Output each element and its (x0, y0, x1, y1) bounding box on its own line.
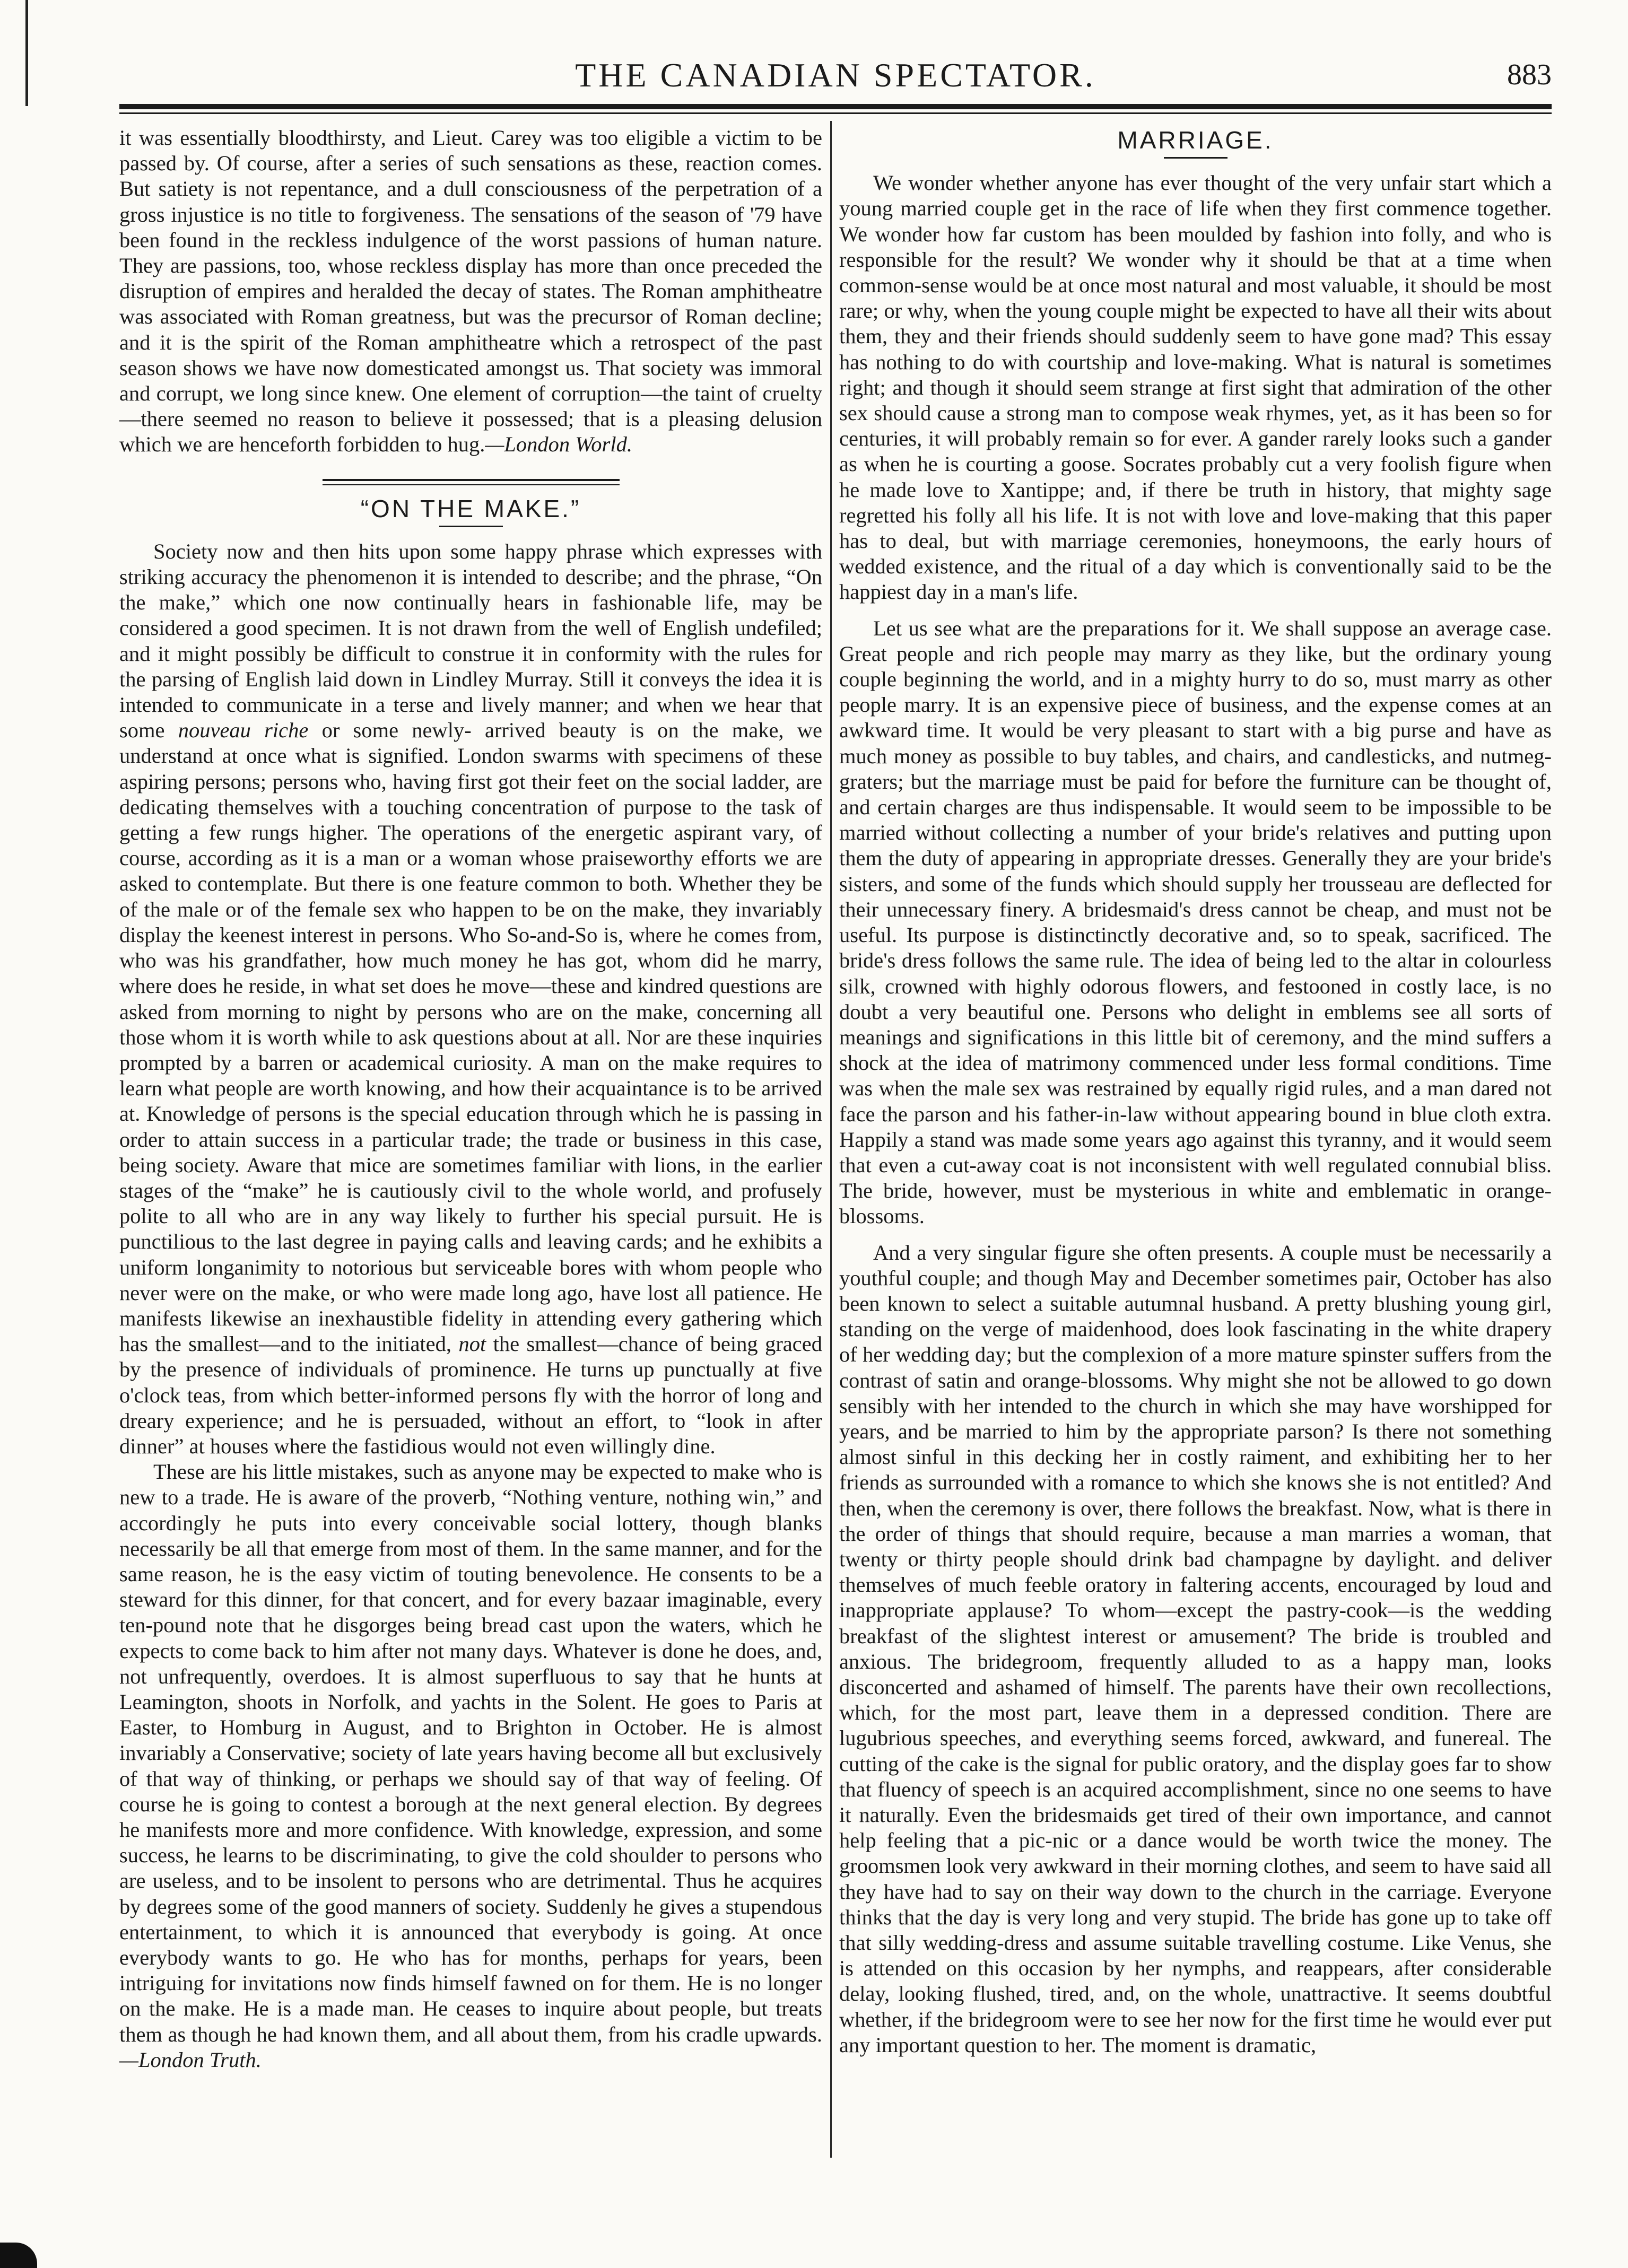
on-the-make-paragraph-1 (119, 539, 822, 1459)
title-underline (1164, 157, 1227, 159)
p1-italic-not: not (458, 1332, 486, 1356)
page-header (119, 50, 1552, 109)
right-column (839, 125, 1552, 2058)
p1-text-a: Society now and then hits upon some happy phrase which expresses with striking accuracy the phenomenon it is intended to describe; and the phrase, “On the make,” which one now continually hears in fashionable life, may be considered a good specimen. It is not drawn from the well of English undefiled; and it might possibly be difficult to construe it in conformity with the rules for the parsing of English laid down in Lindley Murray. Still it conveys the idea it is intended to communicate in a terse and lively manner; and when we hear that some (119, 539, 822, 743)
header-rule-thin (119, 112, 1552, 114)
masthead: THE CANADIAN SPECTATOR. (575, 56, 1096, 94)
article-title-on-the-make: “ON THE MAKE.” (360, 494, 581, 522)
p1-text-c: the smallest—chance of being graced by the presence of individuals of prominence. He turns up punctually at five o'clock teas, from which better-informed persons fly with the horror of long and dreary experience; and he is persuaded, without an effort, to “look in after dinner” at houses where the fastidious would not even willingly dine. (119, 1332, 822, 1458)
p2-text: These are his little mistakes, such as anyone may be expected to make who is new to a trade. He is aware of the proverb, “Nothing venture, nothing win,” and accordingly he puts into every conceivable social lottery, though blanks necessarily be all that emerge from most of them. In the same manner, and for the same reason, he is the easy victim of touting benevolence. He consents to be a steward for this dinner, for that concert, and for every bazaar imaginable, every ten-pound note that he disgorges being bread cast upon the waters, which he expects to come back to him after not many days. Whatever is done he does, and, not unfrequently, overdoes. It is almost superfluous to say that he hunts at Leamington, shoots in Norfolk, and yachts in the Solent. He goes to Paris at Easter, to Homburg in August, and to Brighton in October. He is almost invariably a Conservative; society of late years having become all but exclusively of that way of thinking, or perhaps we should say of that way of feeling. Of course he is going to contest a borough at the next general election. By degrees he manifests more and more confidence. With knowledge, expression, and some success, he learns to be discriminating, to give the cold shoulder to persons who are useless, and to be insolent to persons who are detrimental. Thus he acquires by degrees some of the good manners of society. Suddenly he gives a stupendous entertainment, to which it is announced that everybody is going. At once everybody wants to go. He who has for months, perhaps for years, been intriguing for invitations now finds himself fawned on for them. He is no longer on the make. He is a made man. He ceases to inquire about people, but treats them as though he had known them, and all about them, from his cradle upwards. (119, 1460, 822, 2046)
marriage-paragraph-3: And a very singular figure she often presents. A couple must be necessarily a youthful couple; and though May and December sometimes pair, October has also been known to select a suitable autumnal husband. A pretty blushing young girl, standing on the verge of maidenhood, does look fascinating in the white drapery of her wedding day; but the complexion of a more mature spinster suffers from the contrast of satin and orange-blossoms. Why might she not be allowed to go down sensibly with her intended to the church in which she may have worshipped for years, and be married to him by the appropriate parson? Is there not something almost sinful in this decking her in costly raiment, and exhibiting her to her friends as surrounded with a romance to which she knows she is not entitled? And then, when the ceremony is over, there follows the breakfast. Now, what is there in the order of things that should require, because a man marries a woman, that twenty or thirty people should drink bad champagne by daylight. and deliver themselves of much feeble oratory in faltering accents, encouraged by loud and inappropriate applause? To whom—except the pastry-cook—is the wedding breakfast of the slightest interest or amusement? The bride is troubled and anxious. The bridegroom, frequently alluded to as a happy man, looks disconcerted and ashamed of himself. The parents have their own recollections, which, for the most part, leave them in a depressed condition. There are lugubrious speeches, and everything seems forced, awkward, and funereal. The cutting of the cake is the signal for public oratory, and the display goes far to show that fluency of speech is an acquired accomplishment, since no one seems to have it naturally. Even the bridesmaids get tired of their own importance, and cannot help feeling that a pic-nic or a dance would be worth twice the money. The groomsmen look very awkward in their morning clothes, and seem to have said all they have had to say on their way down to the church in the carriage. Everyone thinks that the day is very long and very stupid. The bride has gone up to take off that silly wedding-dress and assume suitable travelling costume. Like Venus, she is attended on this occasion by her nymphs, and reappears, after considerable delay, looking flushed, tired, and, on the whole, unattractive. It seems doubtful whether, if the bridegroom were to see her now for the first time he would ever put any important question to her. The moment is dramatic, (839, 1240, 1552, 2057)
title-underline (439, 526, 503, 527)
p1-italic-nouveau-riche: nouveau riche (178, 718, 309, 743)
continued-text: it was essentially bloodthirsty, and Lieut. Carey was too eligible a victim to be passed by. Of course, after a series of such sensations as these, reaction comes. But satiety is not repentance, and a dull consciousness of the perpetration of a gross injustice is no title to forgiveness. The sensations of the season of '79 have been found in the reckless indulgence of the worst passions of human nature. They are passions, too, whose reckless display has more than once preceded the disruption of empires and heralded the decay of states. The Roman amphitheatre was associated with Roman greatness, but was the precursor of Roman decline; and it is the spirit of the Roman amphitheatre which a retrospect of the past season shows we have now domesticated amongst us. That society was immoral and corrupt, we long since knew. One element of corruption—the taint of cruelty—there seemed no reason to believe it possessed; that is a pleasing delusion which we are henceforth forbidden to hug. (119, 126, 822, 457)
marriage-paragraph-1: We wonder whether anyone has ever thought of the very unfair start which a young married couple get in the race of life when they first commence together. We wonder how far custom has been moulded by fashion into folly, and who is responsible for the result? We wonder why it should be that at a time when common-sense would be at once most natural and most valuable, it should be most rare; or why, when the young couple might be expected to have all their wits about them, they and their friends should suddenly seem to have gone mad? This essay has nothing to do with courtship and love-making. What is natural is sometimes right; and though it should seem strange at first sight that admiration of the other sex should cause a strong man to compose weak rhymes, yet, as it has been so for centuries, it will probably remain so for ever. A gander rarely looks such a gander as when he is courting a goose. Socrates probably cut a very foolish figure when he made love to Xantippe; and, if there be truth in history, that mighty sage regretted his folly all his life. It is not with love and love-making that this paper has to deal, but with marriage ceremonies, honeymoons, the early hours of wedded existence, and the ritual of a day which is conventionally said to be the happiest day in a man's life. (839, 171, 1552, 604)
continued-source: —London World. (485, 432, 632, 457)
left-column (119, 125, 822, 2073)
scan-edge-mark (25, 0, 28, 106)
header-rule-thick (119, 104, 1552, 109)
continued-paragraph (119, 125, 822, 458)
marriage-paragraph-2: Let us see what are the preparations for it. We shall suppose an average case. Great people and rich people may marry as they like, but the ordinary young couple beginning the world, and in a mighty hurry to do so, must marry as other people marry. It is an expensive piece of business, and the expense comes at an awkward time. It would be very pleasant to start with a big purse and have as much money as possible to buy tables, and chairs, and candlesticks, and nutmeg-graters; but the marriage must be paid for before the furniture can be thought of, and certain charges are thus indispensable. It would seem to be impossible to be married without collecting a number of your bride's relatives and putting upon them the duty of appearing in appropriate dresses. Generally they are your bride's sisters, and some of the funds which should supply her trousseau are deflected for their unnecessary finery. A bridesmaid's dress cannot be cheap, and must not be useful. Its purpose is distinctinctly decorative and, so to speak, sacrificed. The bride's dress follows the same rule. The idea of being led to the altar in colourless silk, crowned with highly odorous flowers, and festooned in costly lace, is no doubt a very beautiful one. Persons who delight in emblems see all sorts of meanings and significations in this little bit of ceremony, and the mind suffers a shock at the idea of matrimony commenced under less formal conditions. Time was when the male sex was restrained by equally rigid rules, and a man dared not face the parson and his father-in-law without appearing bound in blue cloth extra. Happily a stand was made some years ago against this tyranny, and it would seem that even a cut-away coat is not inconsistent with well regulated connubial bliss. The bride, however, must be mysterious in white and emblematic in orange-blossoms. (839, 616, 1552, 1228)
column-divider (830, 121, 832, 2158)
p2-source: —London Truth. (119, 2047, 262, 2072)
page-number: 883 (1507, 58, 1552, 91)
scan-corner-mark (0, 2243, 37, 2268)
article-title-marriage: MARRIAGE. (1117, 126, 1274, 154)
section-separator (323, 479, 620, 485)
on-the-make-paragraph-2 (119, 1459, 822, 2073)
p1-text-b: or some newly- arrived beauty is on the make, we understand at once what is signified. London swarms with specimens of these aspiring persons; persons who, having first got their feet on the social ladder, are dedicating themselves with a touching concentration of purpose to the task of getting a few rungs higher. The operations of the energetic aspirant vary, of course, according as it is a man or a woman whose praiseworthy efforts we are asked to contemplate. But there is one feature common to both. Whether they be of the male or of the female sex who happen to be on the make, they invariably display the keenest interest in persons. Who So-and-So is, where he comes from, who was his grandfather, how much money he has got, whom did he marry, where does he reside, in what set does he move—these and kindred questions are asked from morning to night by persons who are on the make, concerning all those whom it is worth while to ask questions about at all. Nor are these inquiries prompted by a barren or academical curiosity. A man on the make requires to learn what people are worth knowing, and how their acquaintance is to be arrived at. Knowledge of persons is the special education through which he is passing in order to attain success in a particular trade; the trade or business in this case, being society. Aware that mice are sometimes familiar with lions, in the earlier stages of the “make” he is cautiously civil to the whole world, and profusely polite to all who are in any way likely to further his special pursuit. He is punctilious to the last degree in paying calls and leaving cards; and he exhibits a uniform longanimity to notorious but serviceable bores with whom people who never were on the make, or who were made long ago, have lost all patience. He manifests likewise an inexhaustible fidelity in attending every gathering which has the smallest—and to the initiated, (119, 718, 822, 1356)
